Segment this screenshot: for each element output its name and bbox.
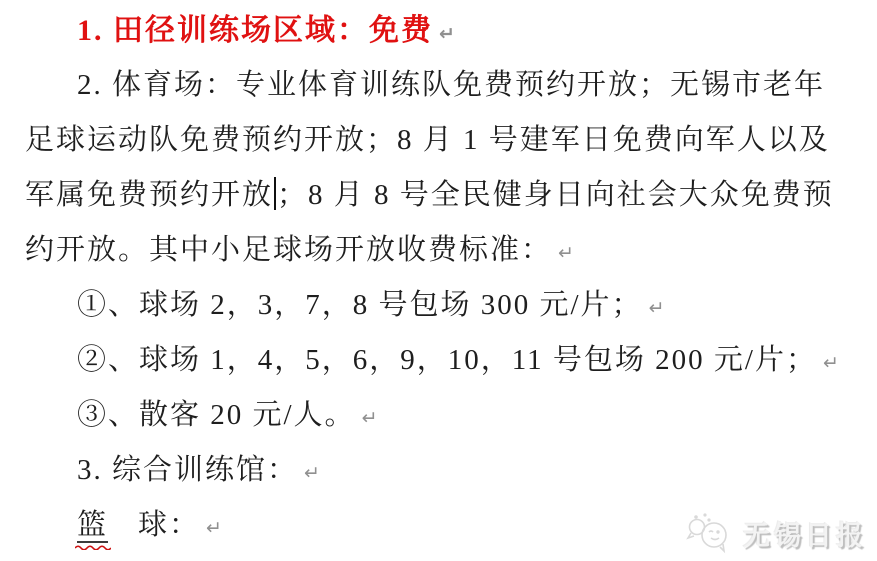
document-edit-area[interactable] [25, 3, 873, 553]
body-line [25, 113, 873, 168]
body-text: ①、球场 2，3，7，8 号包场 300 元/片； [77, 289, 643, 321]
list-item-2 [25, 333, 873, 388]
body-text: ②、球场 1，4，5，6，9，10，11 号包场 200 元/片； [77, 344, 817, 376]
watermark [683, 509, 867, 557]
paragraph-mark-icon: ↵ [361, 407, 378, 429]
body-text: 军属免费预约开放 [25, 179, 274, 211]
paragraph-mark-icon: ↵ [648, 297, 665, 319]
body-text: 3. 综合训练馆： [77, 454, 299, 486]
heading-line [25, 3, 873, 58]
body-text: 约开放。其中小足球场开放收费标准： [25, 234, 553, 266]
body-text: 篮 [77, 509, 109, 541]
body-line [25, 223, 873, 278]
text-cursor [274, 177, 276, 210]
watermark-text: 无锡日报 [743, 520, 867, 551]
body-text: 2. 体育场：专业体育训练队免费预约开放；无锡市老年 [77, 69, 826, 101]
paragraph-mark-icon: ↵ [206, 517, 222, 539]
body-text: ；8 月 8 号全民健身日向社会大众免费预 [277, 179, 834, 211]
body-line [25, 443, 873, 498]
paragraph-mark-icon: ↵ [822, 352, 839, 374]
list-item-1 [25, 278, 873, 333]
paragraph-mark-icon: ↵ [558, 242, 574, 264]
spellcheck-squiggle-icon [75, 544, 111, 550]
body-line-with-cursor [25, 168, 873, 223]
misspelled-word [77, 511, 108, 543]
body-text: ③、散客 20 元/人。 [77, 399, 356, 431]
body-line [25, 58, 873, 113]
list-item-3 [25, 388, 873, 443]
body-text: 球： [138, 509, 201, 541]
paragraph-mark-icon: ↵ [439, 23, 455, 45]
heading-text: 1. 田径训练场区域：免费 [77, 14, 433, 47]
body-text: 足球运动队免费预约开放；8 月 1 号建军日免费向军人以及 [25, 124, 830, 156]
wuxi-daily-bird-logo-icon [683, 509, 735, 557]
paragraph-mark-icon: ↵ [304, 462, 320, 484]
